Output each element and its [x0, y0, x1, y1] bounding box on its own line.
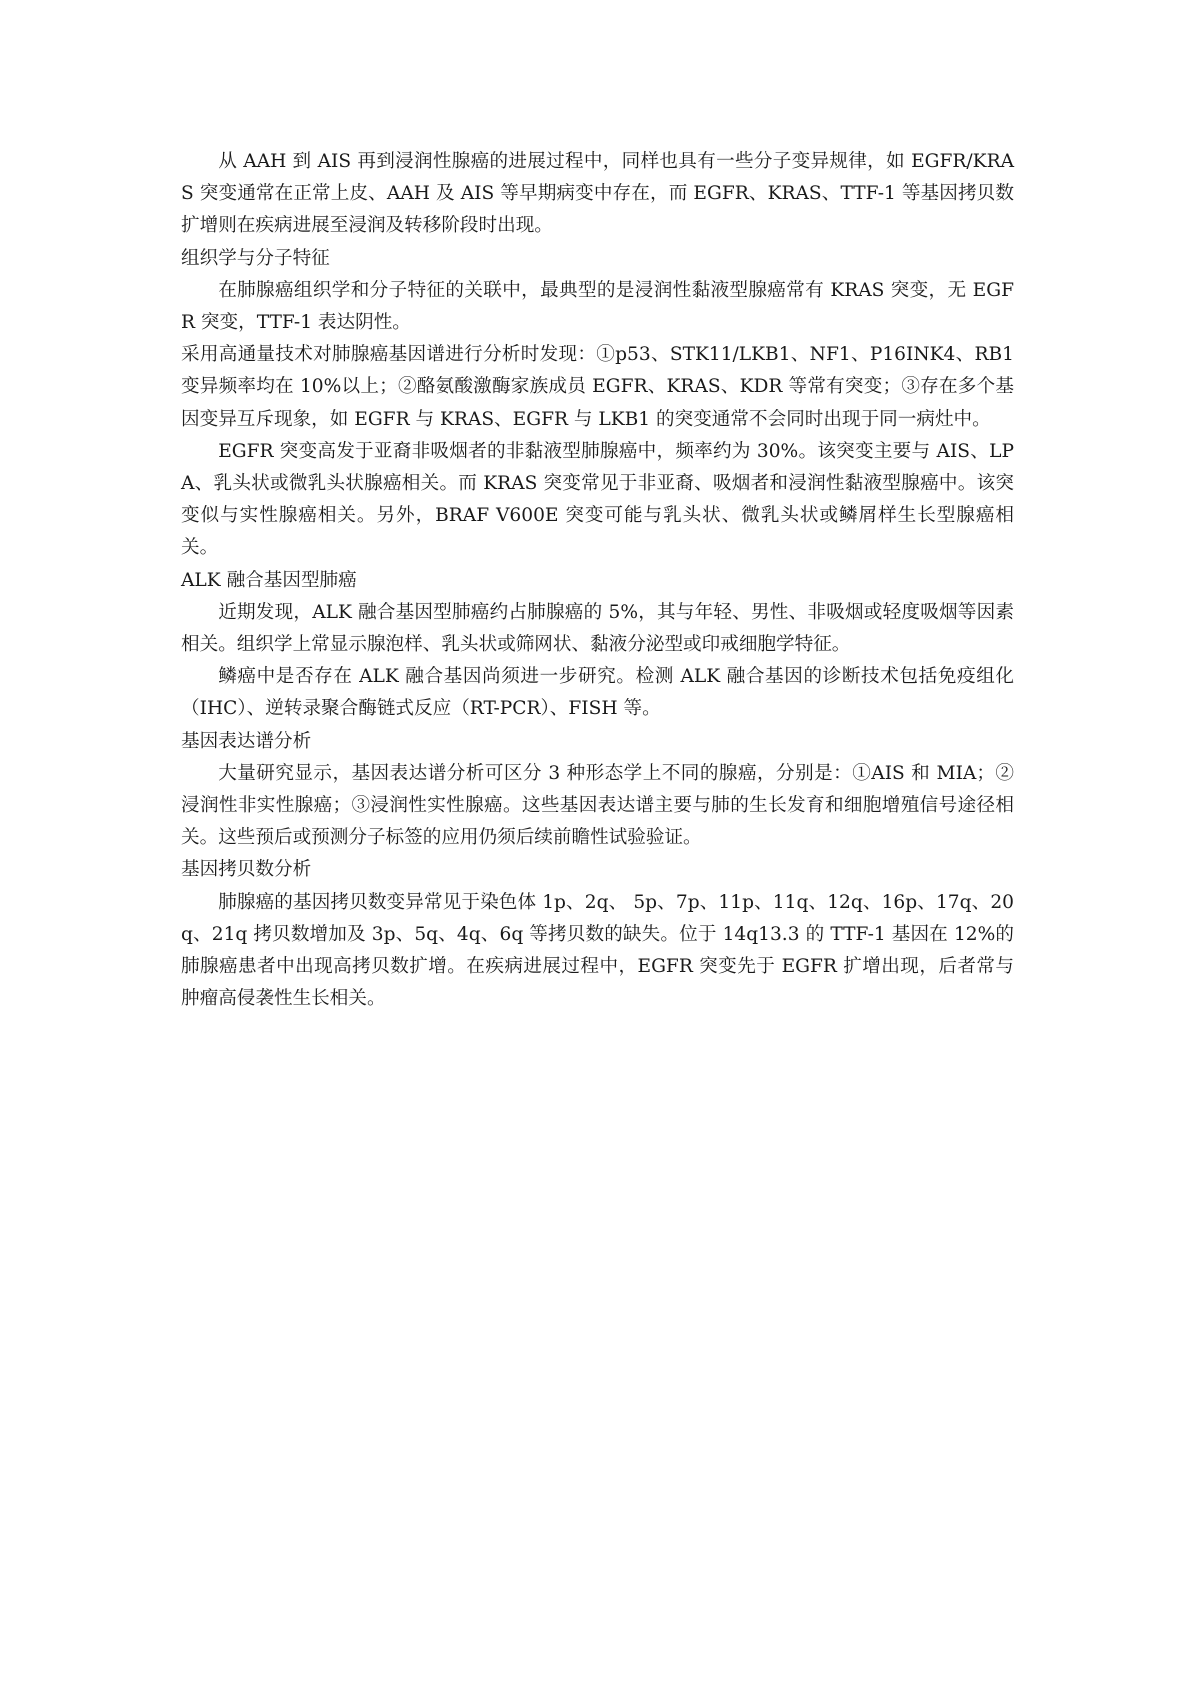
- section-heading-alk: ALK 融合基因型肺癌: [181, 569, 357, 591]
- paragraph-high-throughput: 采用高通量技术对肺腺癌基因谱进行分析时发现：①p53、STK11/LKB1、NF1、P16INK4、RB1 变异频率均在 10%以上；②酪氨酸激酶家族成员 EGFR、KRAS、KDR 等常有突变；③存在多个基因变异互斥现象，如 EGFR 与 KRAS、EGFR 与 LKB1 的突变通常不会同时出现于同一病灶中。: [181, 344, 1014, 430]
- paragraph-expression-profile: 大量研究显示，基因表达谱分析可区分 3 种形态学上不同的腺癌，分别是：①AIS 和 MIA；②浸润性非实性腺癌；③浸润性实性腺癌。这些基因表达谱主要与肺的生长发育和细胞增殖信号途径相关。这些预后或预测分子标签的应用仍须后续前瞻性试验验证。: [181, 762, 1014, 849]
- paragraph-progression: 从 AAH 到 AIS 再到浸润性腺癌的进展过程中，同样也具有一些分子变异规律，如 EGFR/KRAS 突变通常在正常上皮、AAH 及 AIS 等早期病变中存在，而 EGFR、KRAS、TTF-1 等基因拷贝数扩增则在疾病进展至浸润及转移阶段时出现。: [181, 151, 1014, 237]
- paragraph-egfr-kras: EGFR 突变高发于亚裔非吸烟者的非黏液型肺腺癌中，频率约为 30%。该突变主要与 AIS、LPA、乳头状或微乳头状腺癌相关。而 KRAS 突变常见于非亚裔、吸烟者和浸润性黏液型腺癌中。该突变似与实性腺癌相关。另外，BRAF V600E 突变可能与乳头状、微乳头状或鳞屑样生长型腺癌相关。: [181, 440, 1014, 559]
- paragraph-copy-number: 肺腺癌的基因拷贝数变异常见于染色体 1p、2q、 5p、7p、11p、11q、12q、16p、17q、20q、21q 拷贝数增加及 3p、5q、4q、6q 等拷贝数的缺失。位于 14q13.3 的 TTF-1 基因在 12%的肺腺癌患者中出现高拷贝数扩增。在疾病进展过程中，EGFR 突变先于 EGFR 扩增出现，后者常与肿瘤高侵袭性生长相关。: [181, 891, 1014, 1010]
- section-heading-copy-number: 基因拷贝数分析: [181, 859, 312, 881]
- section-heading-expression-profile: 基因表达谱分析: [181, 730, 312, 752]
- document-body: [181, 146, 1014, 1015]
- paragraph-alk-detection: 鳞癌中是否存在 ALK 融合基因尚须进一步研究。检测 ALK 融合基因的诊断技术包括免疫组化（IHC）、逆转录聚合酶链式反应（RT-PCR）、FISH 等。: [181, 666, 1014, 720]
- section-heading-histology-molecular: 组织学与分子特征: [181, 247, 330, 269]
- paragraph-alk-findings: 近期发现，ALK 融合基因型肺癌约占肺腺癌的 5%，其与年轻、男性、非吸烟或轻度吸烟等因素相关。组织学上常显示腺泡样、乳头状或筛网状、黏液分泌型或印戒细胞学特征。: [181, 601, 1014, 656]
- paragraph-histology-molecular: 在肺腺癌组织学和分子特征的关联中，最典型的是浸润性黏液型腺癌常有 KRAS 突变，无 EGFR 突变，TTF-1 表达阴性。: [181, 279, 1014, 334]
